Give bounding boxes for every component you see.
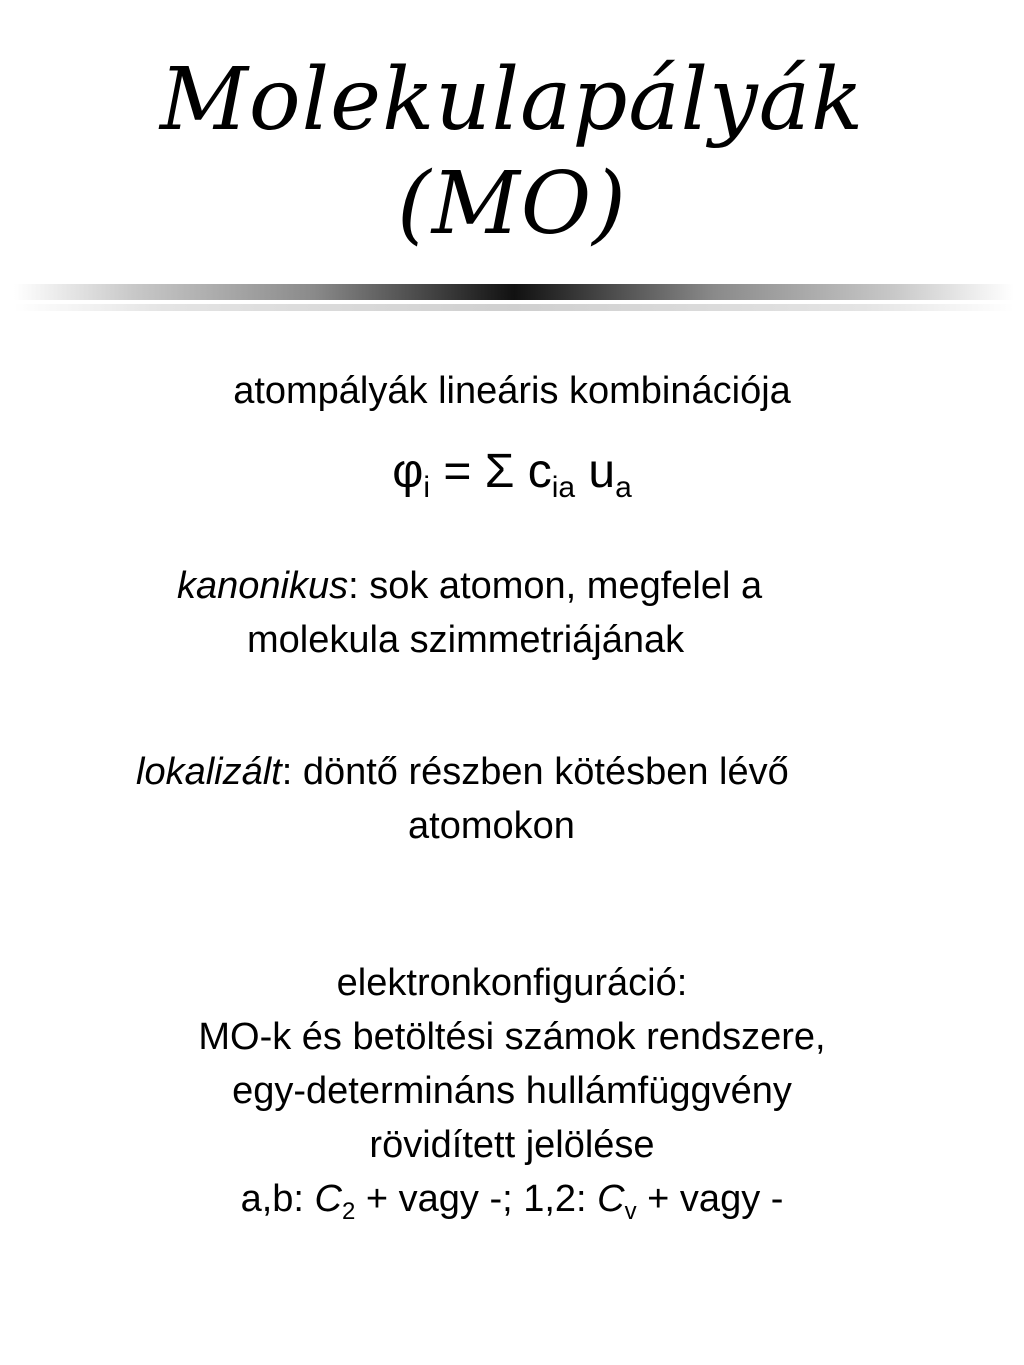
localized-line1 — [136, 745, 789, 799]
config-c2-symbol: C — [314, 1178, 342, 1220]
slide-title — [0, 48, 1024, 256]
configuration-line4: rövidített jelölése — [369, 1124, 655, 1166]
localized-description: : döntő részben kötésben lévő — [281, 751, 789, 793]
canonical-description: : sok atomon, megfelel a — [348, 565, 763, 607]
config-c2-subscript: 2 — [341, 1198, 356, 1225]
canonical-line1 — [177, 559, 762, 613]
title-divider — [14, 284, 1014, 300]
canonical-line2: molekula szimmetriájának — [247, 619, 685, 661]
configuration-line3: egy-determináns hullámfüggvény — [232, 1070, 792, 1112]
configuration-line1: elektronkonfiguráció: — [336, 962, 688, 1004]
configuration-line5 — [0, 1172, 1024, 1239]
formula-sum-c: = Σ c — [430, 445, 552, 498]
formula-phi: φ — [392, 445, 424, 498]
localized-term: lokalizált — [136, 751, 282, 793]
config-sign-text: + vagy -; 1,2: — [355, 1178, 598, 1220]
config-cv-symbol: C — [597, 1178, 625, 1220]
lcao-formula — [0, 440, 1024, 520]
formula-c-subscript: ia — [551, 471, 576, 504]
formula-phi-subscript: i — [423, 471, 430, 504]
formula-u-subscript: a — [615, 471, 632, 504]
config-cv-subscript: v — [624, 1198, 637, 1225]
canonical-term: kanonikus — [177, 565, 349, 607]
intro-text: atompályák lineáris kombinációja — [233, 370, 791, 412]
title-divider-shadow — [14, 304, 1014, 311]
slide-title-line2: (MO) — [397, 154, 627, 254]
formula-u: u — [575, 445, 616, 498]
localized-line2: atomokon — [408, 805, 575, 847]
config-sign-text-end: + vagy - — [636, 1178, 784, 1220]
configuration-line2: MO-k és betöltési számok rendszere, — [198, 1016, 826, 1058]
config-ab-label: a,b: — [240, 1178, 315, 1220]
slide-title-line1: Molekulapályák — [159, 50, 865, 150]
